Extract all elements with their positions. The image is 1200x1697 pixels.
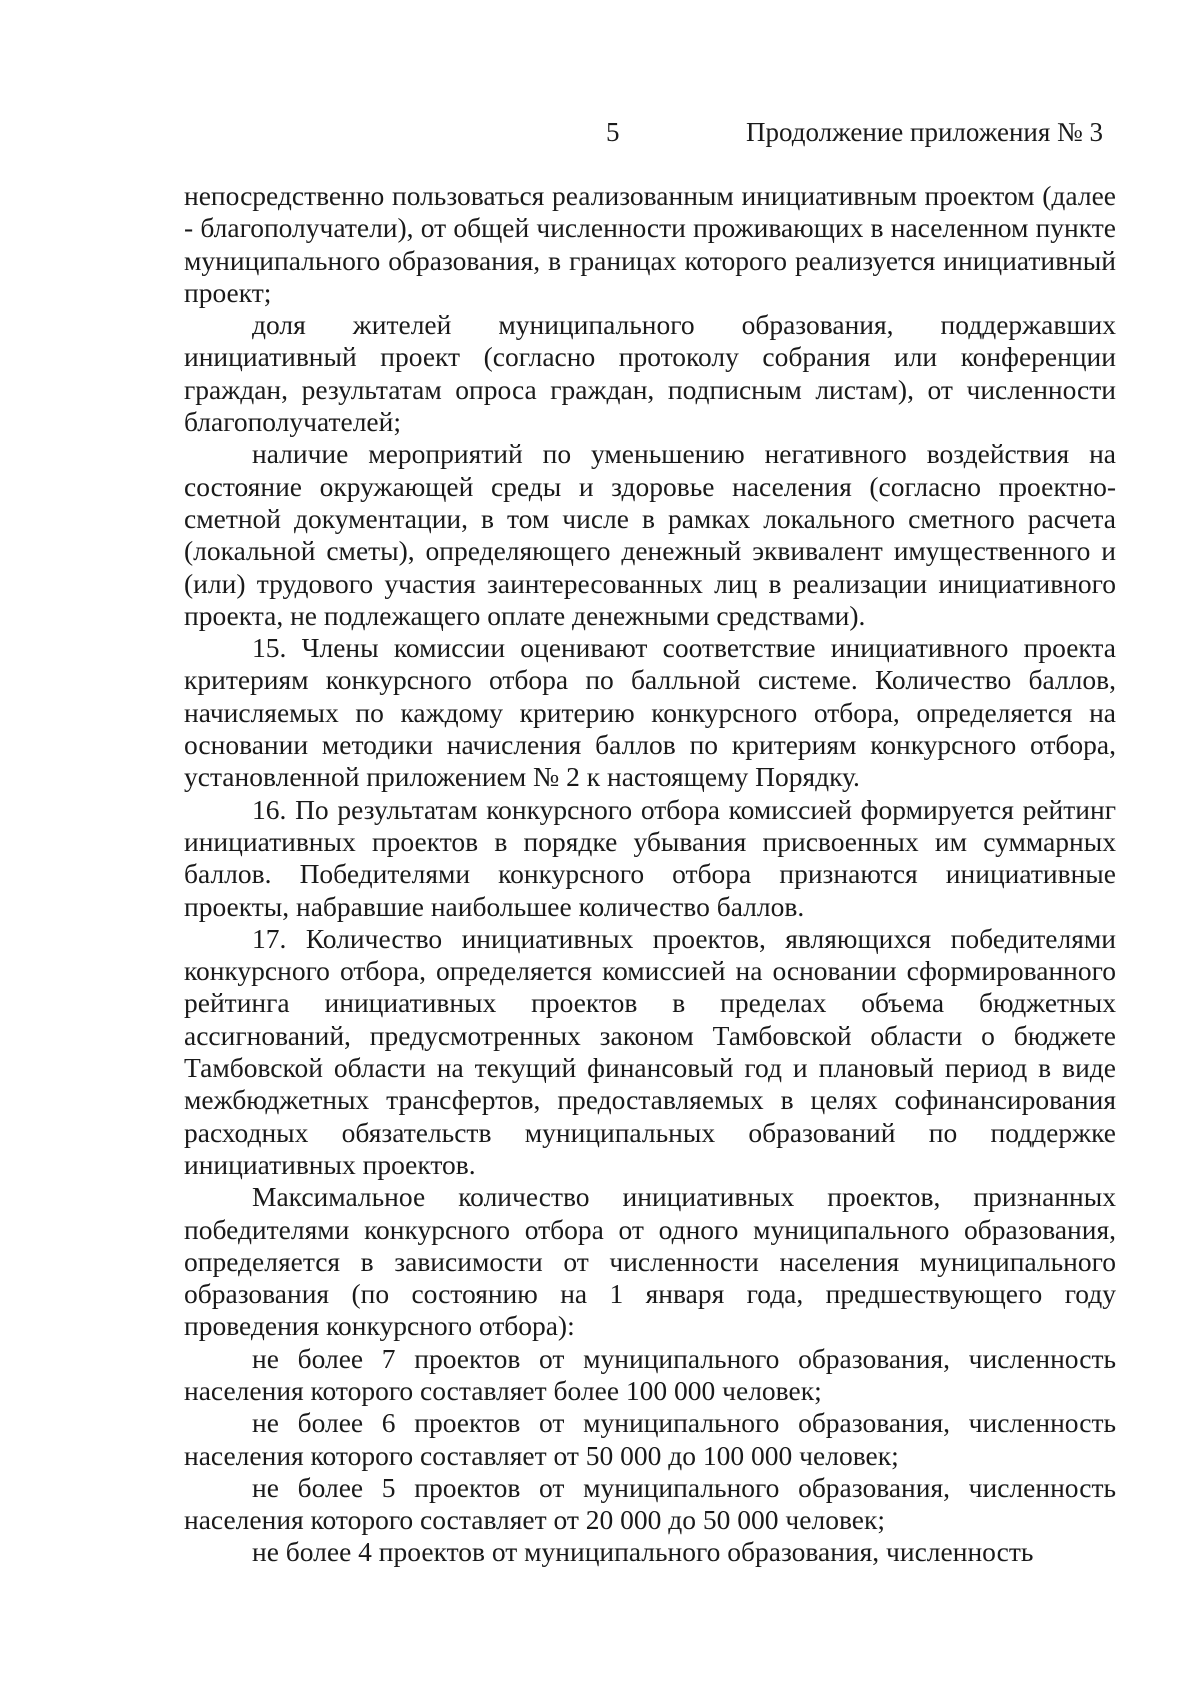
paragraph-limit-7-projects: не более 7 проектов от муниципального образования, численность населения которого составляет более 100 000 человек; — [184, 1342, 1116, 1406]
page-number: 5 — [606, 117, 620, 147]
paragraph-limit-6-projects: не более 6 проектов от муниципального образования, численность населения которого составляет от 50 000 до 100 000 человек; — [184, 1407, 1116, 1471]
paragraph-item-17: 17. Количество инициативных проектов, являющихся победителями конкурсного отбора, определяется комиссией на основании сформированного рейтинга инициативных проектов в пределах объема бюджетных ассигнований, предусмотренных законом Тамбовской области о бюджете Тамбовской области на текущий финансовый год и плановый период в виде межбюджетных трансфертов, предоставляемых в целях софинансирования расходных обязательств муниципальных образований по поддержке инициативных проектов. — [184, 922, 1116, 1180]
paragraph-item-16: 16. По результатам конкурсного отбора комиссией формируется рейтинг инициативных проектов в порядке убывания присвоенных им суммарных баллов. Победителями конкурсного отбора признаются инициативные проекты, набравшие наибольшее количество баллов. — [184, 793, 1116, 922]
paragraph-max-projects: Максимальное количество инициативных проектов, признанных победителями конкурсного отбора от одного муниципального образования, определяется в зависимости от численности населения муниципального образования (по состоянию на 1 января года, предшествующего году проведения конкурсного отбора): — [184, 1181, 1116, 1342]
paragraph-limit-4-projects: не более 4 проектов от муниципального образования, численность — [252, 1536, 1034, 1568]
appendix-continuation-label: Продолжение приложения № 3 — [746, 117, 1104, 147]
paragraph-beneficiaries-share: непосредственно пользоваться реализованным инициативным проектом (далее - благополучатели), от общей численности проживающих в населенном пункте муниципального образования, в границах которого реализуется инициативный проект; — [184, 180, 1116, 308]
document-body — [184, 180, 1116, 1569]
paragraph-environmental-measures: наличие мероприятий по уменьшению негативного воздействия на состояние окружающей среды и здоровье населения (согласно проектно-сметной документации, в том числе в рамках локального сметного расчета (локальной сметы), определяющего денежный эквивалент имущественного и (или) трудового участия заинтересованных лиц в реализации инициативного проекта, не подлежащего оплате денежными средствами). — [184, 438, 1116, 631]
paragraph-residents-support-share: доля жителей муниципального образования, поддержавших инициативный проект (согласно протоколу собрания или конференции граждан, результатам опроса граждан, подписным листам), от численности благополучателей; — [184, 309, 1116, 438]
paragraph-item-15: 15. Члены комиссии оценивают соответствие инициативного проекта критериям конкурсного отбора по балльной системе. Количество баллов, начисляемых по каждому критерию конкурсного отбора, определяется на основании методики начисления баллов по критериям конкурсного отбора, установленной приложением № 2 к настоящему Порядку. — [184, 632, 1116, 793]
paragraph-limit-5-projects: не более 5 проектов от муниципального образования, численность населения которого составляет от 20 000 до 50 000 человек; — [184, 1471, 1116, 1536]
